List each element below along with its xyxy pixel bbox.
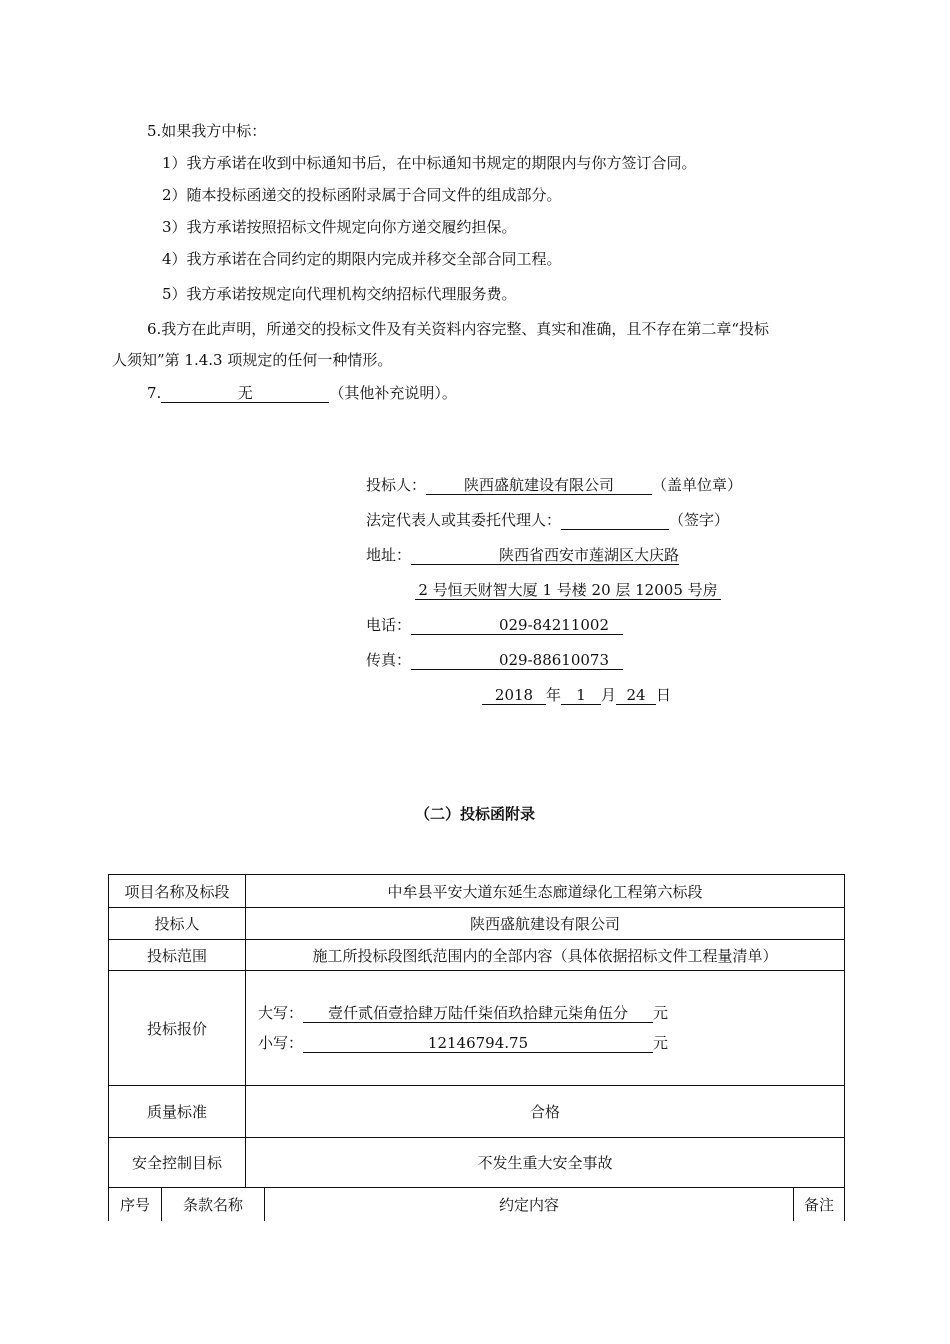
bidder-value: 陕西盛航建设有限公司 <box>426 476 652 495</box>
clause-header-row <box>109 1188 845 1221</box>
item5-4: 4）我方承诺在合同约定的期限内完成并移交全部合同工程。 <box>162 250 562 268</box>
price-lower-line <box>258 1028 844 1058</box>
quality-label: 质量标准 <box>109 1086 246 1138</box>
item7 <box>147 383 457 403</box>
fax-label: 传真： <box>366 651 412 669</box>
date-day-unit: 日 <box>656 686 672 704</box>
row-safety <box>109 1138 845 1188</box>
item5-1: 1）我方承诺在收到中标通知书后，在中标通知书规定的期限内与你方签订合同。 <box>162 154 697 172</box>
row-quality <box>109 1086 845 1138</box>
col-content: 约定内容 <box>265 1188 794 1221</box>
item6-line1: 6.我方在此声明，所递交的投标文件及有关资料内容完整、真实和准确，且不存在第二章“投标 <box>147 320 769 338</box>
safety-label: 安全控制目标 <box>109 1138 246 1188</box>
rep-signature-field <box>561 511 669 530</box>
col-remark: 备注 <box>794 1188 845 1221</box>
price-upper-value: 壹仟贰佰壹拾肆万陆仟柒佰玖拾肆元柒角伍分 <box>303 1004 653 1023</box>
address-label: 地址： <box>366 546 412 564</box>
price-upper-line <box>258 998 844 1028</box>
phone-line <box>366 615 623 635</box>
scope-label: 投标范围 <box>109 940 246 971</box>
quality-value: 合格 <box>246 1086 845 1138</box>
bidder-line <box>366 475 742 495</box>
rep-line <box>366 510 729 530</box>
col-no: 序号 <box>109 1188 162 1221</box>
price-cell <box>246 971 845 1086</box>
appendix-title: （二）投标函附录 <box>414 805 535 823</box>
item5-3: 3）我方承诺按照招标文件规定向你方递交履约担保。 <box>162 218 517 236</box>
phone-value: 029-84211002 <box>411 616 623 635</box>
address-line2 <box>415 580 721 600</box>
price-lower-label: 小写： <box>258 1034 304 1052</box>
bidder-suffix: （盖单位章） <box>652 476 743 494</box>
address-value-1: 陕西省西安市莲湖区大庆路 <box>411 546 679 565</box>
date-line <box>482 685 671 705</box>
row-scope <box>109 940 845 971</box>
date-day: 24 <box>616 686 656 705</box>
item7-prefix: 7. <box>147 384 162 402</box>
bidder-label: 投标人： <box>366 476 427 494</box>
item7-suffix: （其他补充说明）。 <box>329 384 457 402</box>
price-lower-value: 12146794.75 <box>303 1034 653 1053</box>
project-value: 中牟县平安大道东延生态廊道绿化工程第六标段 <box>246 875 845 908</box>
row-price <box>109 971 845 1086</box>
fax-value: 029-88610073 <box>411 651 623 670</box>
price-upper-label: 大写： <box>258 1004 304 1022</box>
rep-suffix: （签字） <box>669 511 730 529</box>
bidder-cell-label: 投标人 <box>109 908 246 940</box>
item6-line2: 人须知”第 1.4.3 项规定的任何一种情形。 <box>112 351 393 369</box>
address-line1 <box>366 545 679 565</box>
project-label: 项目名称及标段 <box>109 875 246 908</box>
price-lower-unit: 元 <box>653 1034 669 1052</box>
row-bidder <box>109 908 845 940</box>
scope-value: 施工所投标段图纸范围内的全部内容（具体依据招标文件工程量清单） <box>246 940 845 971</box>
date-year: 2018 <box>482 686 546 705</box>
row-project <box>109 875 845 908</box>
date-month: 1 <box>561 686 601 705</box>
safety-value: 不发生重大安全事故 <box>246 1138 845 1188</box>
col-clause: 条款名称 <box>162 1188 265 1221</box>
price-label: 投标报价 <box>109 971 246 1086</box>
date-year-unit: 年 <box>546 686 562 704</box>
address-value-2: 2 号恒天财智大厦 1 号楼 20 层 12005 号房 <box>415 581 721 600</box>
phone-label: 电话： <box>366 616 412 634</box>
rep-label: 法定代表人或其委托代理人： <box>366 511 562 529</box>
item5-heading: 5.如果我方中标： <box>147 122 267 140</box>
bidder-cell-value: 陕西盛航建设有限公司 <box>246 908 845 940</box>
clause-header-table <box>108 1187 845 1221</box>
date-month-unit: 月 <box>601 686 617 704</box>
item5-2: 2）随本投标函递交的投标函附录属于合同文件的组成部分。 <box>162 186 562 204</box>
item7-value: 无 <box>161 384 329 403</box>
item5-5: 5）我方承诺按规定向代理机构交纳招标代理服务费。 <box>162 285 517 303</box>
appendix-table <box>108 874 845 1188</box>
fax-line <box>366 650 623 670</box>
price-upper-unit: 元 <box>653 1004 669 1022</box>
